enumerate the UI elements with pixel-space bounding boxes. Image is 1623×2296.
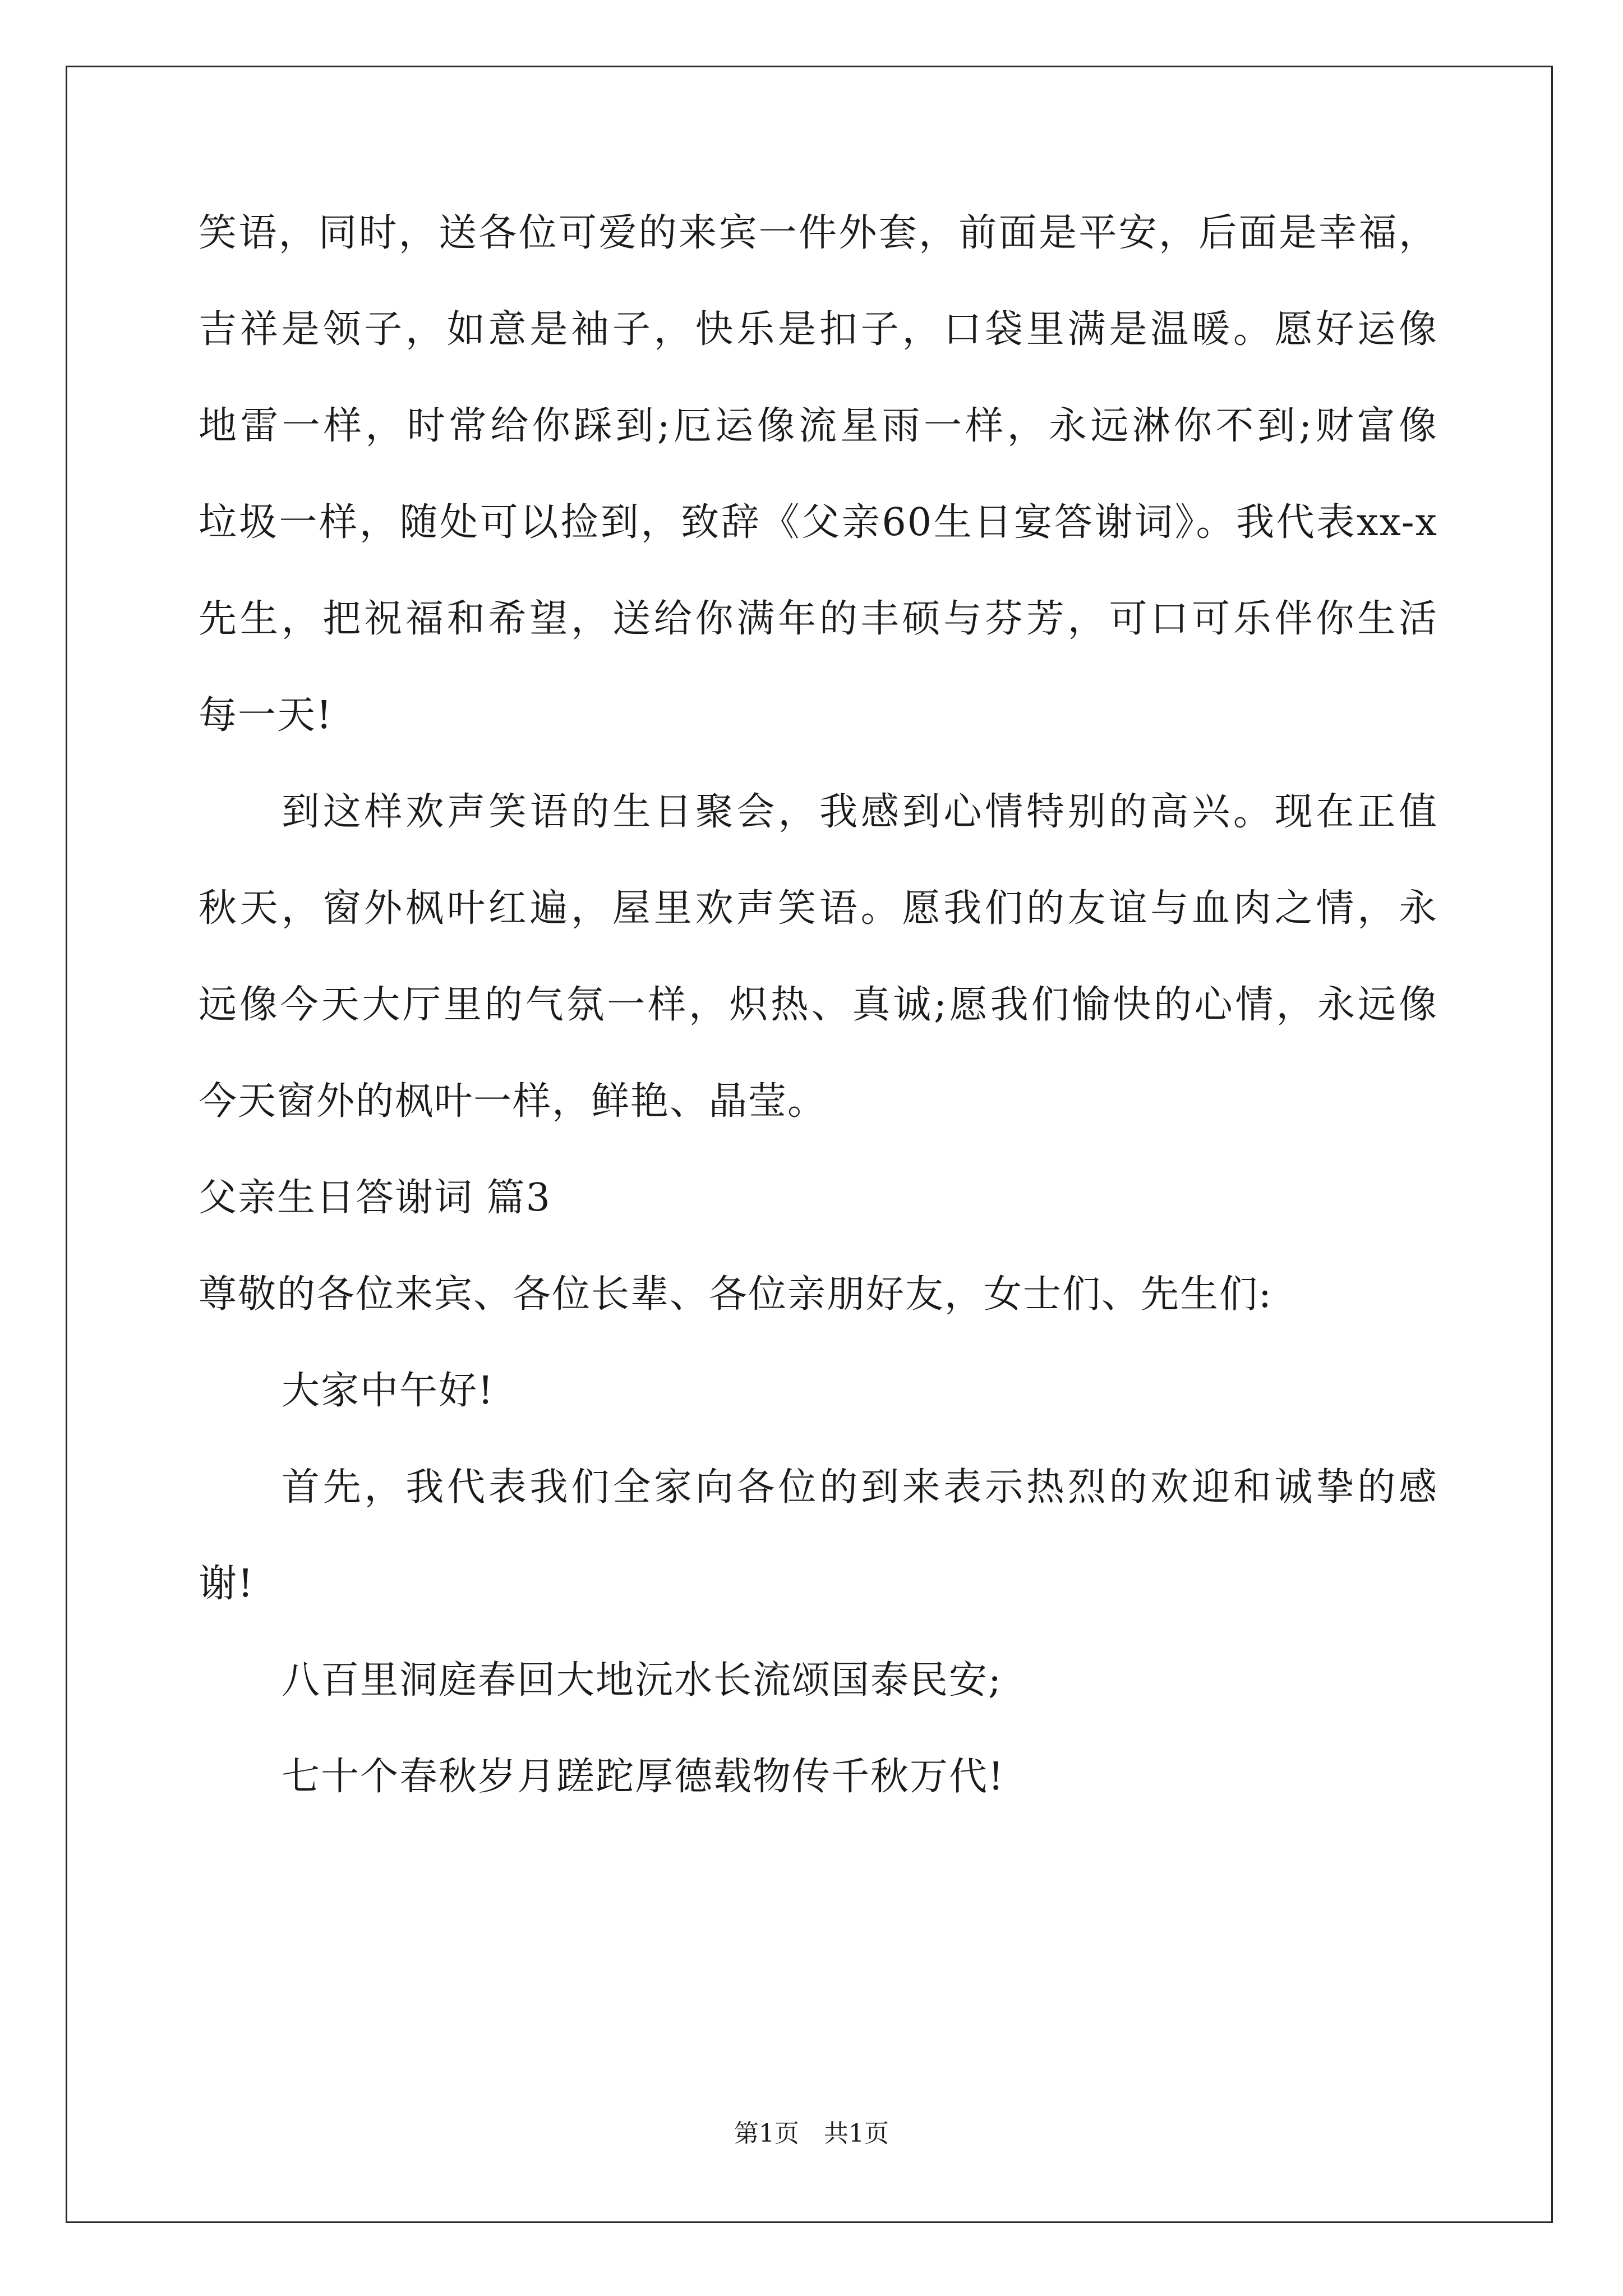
paragraph-line: 秋天，窗外枫叶红遍，屋里欢声笑语。愿我们的友谊与血肉之情，永	[199, 886, 1438, 931]
section-heading: 父亲生日答谢词 篇3	[199, 1176, 551, 1220]
paragraph-line: 吉祥是领子，如意是袖子，快乐是扣子，口袋里满是温暖。愿好运像	[199, 307, 1438, 352]
paragraph-line: 到这样欢声笑语的生日聚会，我感到心情特别的高兴。现在正值	[282, 790, 1438, 834]
salutation: 尊敬的各位来宾、各位长辈、各位亲朋好友，女士们、先生们:	[199, 1272, 1272, 1317]
couplet-line: 八百里洞庭春回大地沅水长流颂国泰民安;	[282, 1658, 1002, 1703]
couplet-line: 七十个春秋岁月蹉跎厚德载物传千秋万代!	[282, 1755, 1005, 1799]
page-border	[66, 66, 1553, 2223]
paragraph-line: 谢!	[199, 1562, 255, 1606]
paragraph-line: 地雷一样，时常给你踩到;厄运像流星雨一样，永远淋你不到;财富像	[199, 404, 1438, 448]
page-number: 第1页 共1页	[734, 2119, 889, 2148]
paragraph-line: 首先，我代表我们全家向各位的到来表示热烈的欢迎和诚挚的感	[282, 1465, 1438, 1510]
paragraph-line: 每一天!	[199, 693, 333, 738]
paragraph-line: 垃圾一样，随处可以捡到，致辞《父亲60生日宴答谢词》。我代表xx-x	[199, 500, 1438, 545]
paragraph-line: 先生，把祝福和希望，送给你满年的丰硕与芬芳，可口可乐伴你生活	[199, 597, 1438, 641]
paragraph-line: 今天窗外的枫叶一样，鲜艳、晶莹。	[199, 1079, 827, 1124]
paragraph-line: 笑语，同时，送各位可爱的来宾一件外套，前面是平安，后面是幸福，	[199, 211, 1438, 255]
paragraph-line: 远像今天大厅里的气氛一样，炽热、真诚;愿我们愉快的心情，永远像	[199, 983, 1438, 1027]
greeting: 大家中午好!	[282, 1369, 495, 1413]
